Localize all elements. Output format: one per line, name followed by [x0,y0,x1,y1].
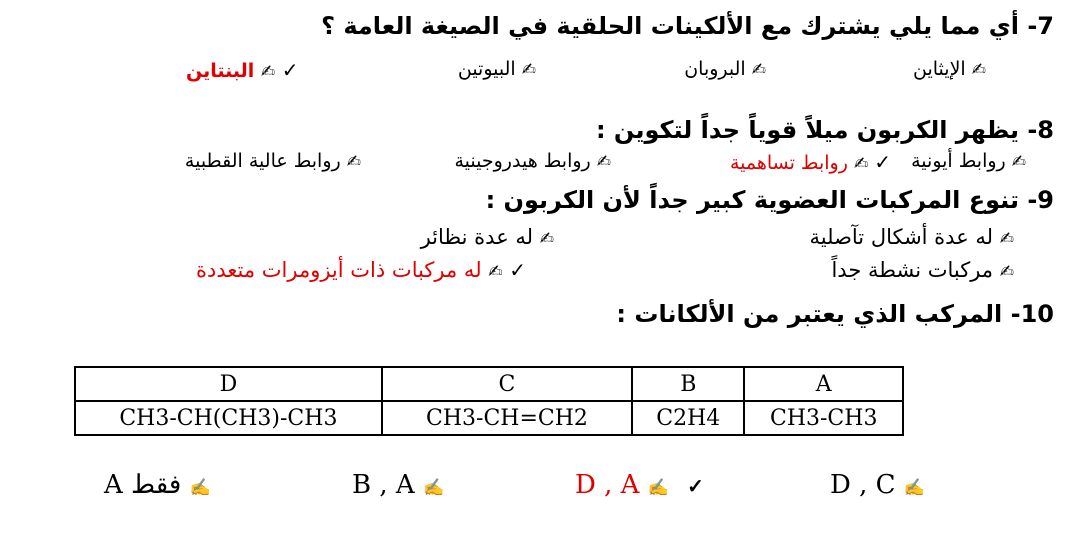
table-header-a: A [744,367,903,401]
compounds-table [74,366,904,436]
table-row [75,401,903,435]
q9-option-1-label: له عدة أشكال تآصلية [809,225,994,249]
pen-icon: ✍ [999,229,1014,249]
pen-icon: ✍ [903,478,925,498]
q9-option-4-correct[interactable] [196,258,526,282]
q7-option-4-label: البنتاين [186,60,255,82]
q8-option-2-correct[interactable] [730,150,891,174]
q9-option-4-label: له مركبات ذات أيزومرات متعددة [196,258,482,282]
pen-icon: ✍ [647,478,669,498]
q10-option-2-label: B , A [352,470,415,500]
pen-icon: ✍ [189,478,211,498]
q8-option-4-label: روابط عالية القطبية [184,150,341,172]
pen-icon: ✍ [999,262,1014,282]
q7-option-1-label: الإيثاين [913,58,966,80]
pen-icon: ✍ [751,60,766,80]
question-7-text: 7- أي مما يلي يشترك مع الألكينات الحلقية في الصيغة العامة ؟ [321,12,1054,40]
table-header-c: C [382,367,632,401]
pen-icon: ✍ [260,62,276,82]
q9-option-1[interactable] [810,225,1014,249]
q10-option-3-correct[interactable] [575,470,704,500]
q10-option-4[interactable] [830,470,925,500]
check-icon: ✓ [509,258,526,282]
q10-option-4-label: D , C [830,470,896,500]
question-8-text: 8- يظهر الكربون ميلاً قوياً جداً لتكوين : [595,116,1054,144]
pen-icon: ✍ [596,152,611,172]
q7-option-3[interactable] [458,58,536,80]
formula-d: CH3-CH(CH3)-CH3 [75,401,382,435]
q7-option-1[interactable] [913,58,986,80]
pen-icon: ✍ [346,152,361,172]
pen-icon: ✍ [422,478,445,498]
check-icon: ✓ [874,150,891,174]
q9-option-3-label: مركبات نشطة جداً [831,258,994,282]
q7-option-2-label: البروبان [684,58,746,80]
q8-option-3[interactable] [455,150,612,172]
formula-c: CH3-CH=CH2 [382,401,632,435]
table-header-d: D [75,367,382,401]
q8-option-1[interactable] [911,150,1026,172]
q7-option-2[interactable] [684,58,766,80]
question-10-text: 10- المركب الذي يعتبر من الألكانات : [616,300,1054,328]
check-icon: ✓ [281,58,299,82]
formula-a: CH3-CH3 [744,401,903,435]
q7-option-4-correct[interactable] [186,58,299,82]
q10-option-2[interactable] [352,470,444,500]
check-icon: ✓ [687,474,704,498]
q10-option-3-label: D , A [575,470,640,500]
formula-b: C2H4 [632,401,744,435]
question-9-text: 9- تنوع المركبات العضوية كبير جداً لأن الكربون : [485,186,1054,214]
q9-option-2[interactable] [421,225,554,249]
pen-icon: ✍ [488,262,503,282]
pen-icon: ✍ [521,60,536,80]
q10-option-1-label: فقط A [104,470,182,500]
q10-option-1[interactable] [104,470,211,500]
pen-icon: ✍ [853,154,869,174]
q8-option-4[interactable] [185,150,361,172]
q9-option-2-label: له عدة نظائر [420,225,534,249]
pen-icon: ✍ [971,60,986,80]
table-header-b: B [632,367,744,401]
q8-option-1-label: روابط أيونية [911,150,1006,172]
pen-icon: ✍ [539,229,554,249]
q7-option-3-label: البيوتين [457,58,516,80]
pen-icon: ✍ [1011,152,1026,172]
q8-option-2-label: روابط تساهمية [729,152,848,174]
q8-option-3-label: روابط هيدروجينية [454,150,591,172]
table-header-row [75,367,903,401]
q9-option-3[interactable] [831,258,1014,282]
